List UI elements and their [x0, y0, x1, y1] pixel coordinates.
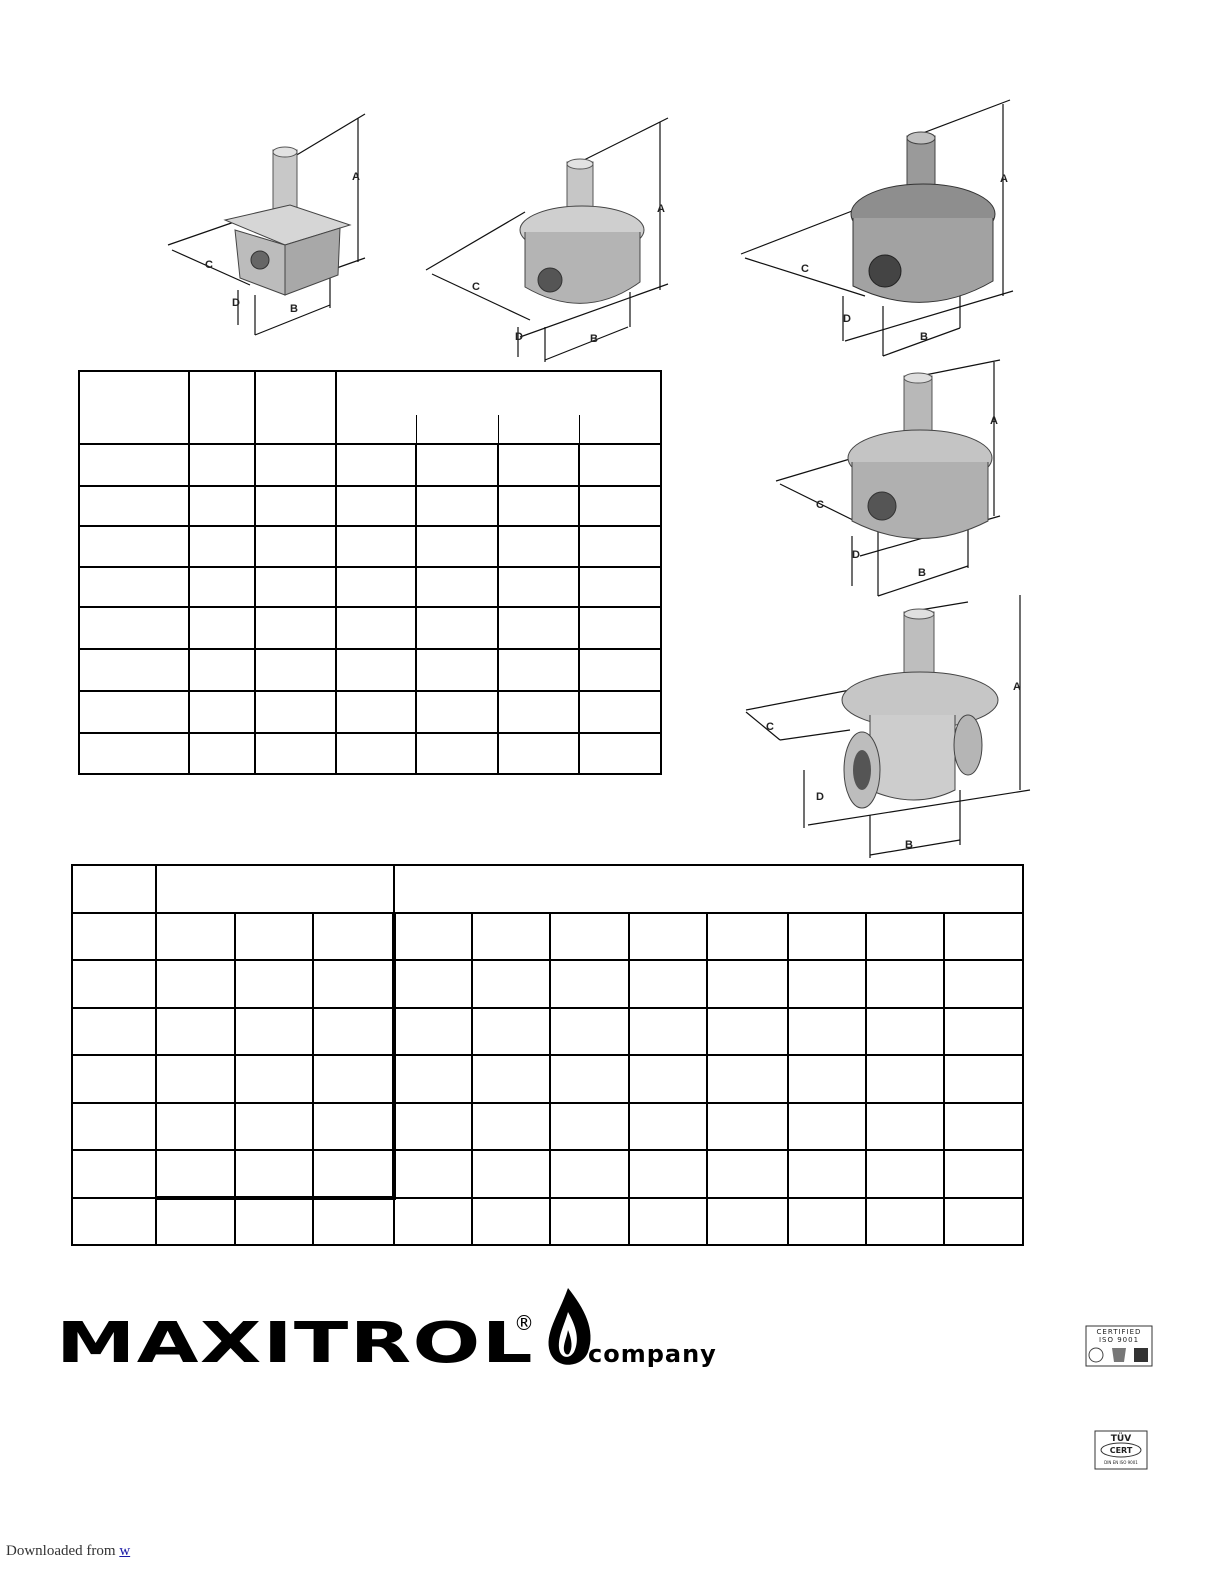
table-cell	[336, 649, 416, 691]
table-cell	[416, 607, 498, 649]
table-cell	[72, 1198, 156, 1245]
table-cell	[336, 567, 416, 607]
table-cell	[866, 1198, 944, 1245]
table-cell	[788, 1008, 866, 1055]
table-cell	[944, 1008, 1023, 1055]
dim-label-d: D	[515, 331, 523, 343]
table-cell	[707, 1198, 788, 1245]
dim-label-b: B	[905, 839, 913, 851]
dim-label-b: B	[920, 331, 928, 343]
table-cell	[189, 567, 255, 607]
table-cell	[189, 607, 255, 649]
dim-label-c: C	[472, 281, 480, 293]
tuv-badge-top: TÜV	[1110, 1434, 1132, 1444]
table-cell	[72, 1103, 156, 1150]
regulator-figure-3	[735, 96, 1035, 366]
table-cell	[944, 1055, 1023, 1103]
table-row	[72, 1198, 1023, 1245]
table-cell	[866, 1150, 944, 1198]
table-cell	[707, 1055, 788, 1103]
table-cell	[189, 733, 255, 774]
table-cell	[336, 607, 416, 649]
table-row	[72, 1150, 1023, 1198]
table-cell	[394, 1198, 472, 1245]
table-cell	[313, 1103, 394, 1150]
table-cell	[189, 649, 255, 691]
dim-label-a: A	[352, 171, 360, 183]
table-cell	[550, 960, 629, 1008]
table-cell	[189, 371, 255, 444]
download-footer	[6, 1543, 259, 1560]
table-row	[72, 1103, 1023, 1150]
table-cell	[394, 1008, 472, 1055]
maxitrol-logo	[56, 1286, 756, 1376]
table-cell	[866, 1055, 944, 1103]
table-cell	[235, 1103, 313, 1150]
tuv-badge-mid: CERT	[1109, 1446, 1133, 1455]
iso-badge-line-1: CERTIFIED	[1096, 1328, 1142, 1336]
subheader-divider	[498, 415, 499, 443]
table-row	[72, 1008, 1023, 1055]
dim-label-c: C	[766, 721, 774, 733]
table-cell	[788, 960, 866, 1008]
table-cell	[550, 913, 629, 960]
table-cell	[79, 567, 189, 607]
table-cell	[156, 1198, 235, 1245]
tuv-badge-bottom: DIN EN ISO 9001	[1104, 1460, 1138, 1465]
dim-label-d: D	[852, 549, 860, 561]
iso-9001-certified-badge	[1084, 1324, 1154, 1368]
table-row	[72, 960, 1023, 1008]
table-cell	[550, 1150, 629, 1198]
table-cell	[707, 1103, 788, 1150]
regulator-body	[225, 147, 350, 295]
table-row	[79, 607, 661, 649]
table-cell	[255, 371, 336, 444]
table-cell	[629, 1198, 707, 1245]
table-cell	[79, 486, 189, 526]
table-cell	[866, 1008, 944, 1055]
table-cell	[394, 1055, 472, 1103]
table-cell	[629, 1055, 707, 1103]
table-cell	[472, 913, 550, 960]
table-cell	[156, 1103, 235, 1150]
table-row	[79, 691, 661, 733]
table-cell	[472, 960, 550, 1008]
table-cell	[416, 486, 498, 526]
table-cell	[579, 444, 661, 486]
table-cell	[235, 1150, 313, 1198]
table-cell	[579, 733, 661, 774]
table-cell	[313, 1150, 394, 1198]
table-cell	[189, 444, 255, 486]
regulator-figure-2	[420, 112, 680, 372]
table-cell	[472, 1150, 550, 1198]
table-cell	[79, 691, 189, 733]
table-header-group-cell	[156, 865, 394, 913]
table-cell	[579, 486, 661, 526]
logo-company-text: company	[588, 1340, 717, 1368]
regulator-figure-1	[160, 110, 380, 340]
table-cell	[79, 733, 189, 774]
table-cell	[788, 1198, 866, 1245]
table-row	[79, 526, 661, 567]
table-cell	[416, 733, 498, 774]
table-cell	[255, 567, 336, 607]
table-cell	[313, 1008, 394, 1055]
table-cell	[498, 526, 579, 567]
regulator-body	[851, 132, 995, 302]
dim-label-a: A	[1000, 173, 1008, 185]
logo-brand-text: MAXITROL	[56, 1311, 534, 1376]
flag-icon	[1134, 1348, 1148, 1362]
table-cell	[336, 691, 416, 733]
dim-label-d: D	[843, 313, 851, 325]
table-cell	[498, 567, 579, 607]
table-cell	[189, 691, 255, 733]
regulator-body	[520, 159, 644, 303]
table-cell	[472, 1055, 550, 1103]
table-cell	[866, 913, 944, 960]
table-cell	[866, 1103, 944, 1150]
table-cell	[944, 1103, 1023, 1150]
flame-icon	[549, 1288, 591, 1365]
table-cell	[498, 733, 579, 774]
footer-link[interactable]: w	[119, 1543, 131, 1559]
subheader-divider	[416, 415, 417, 443]
table-cell	[255, 486, 336, 526]
table-cell	[255, 649, 336, 691]
dim-label-c: C	[801, 263, 809, 275]
table-cell	[416, 649, 498, 691]
table-cell	[416, 526, 498, 567]
regulator-figure-5	[740, 590, 1040, 865]
table-cell	[394, 913, 472, 960]
table-cell	[498, 486, 579, 526]
table-cell	[498, 607, 579, 649]
table-cell	[336, 526, 416, 567]
table-cell	[313, 913, 394, 960]
table-cell	[788, 913, 866, 960]
table-cell	[235, 1198, 313, 1245]
table-cell	[629, 913, 707, 960]
dim-label-d: D	[232, 297, 240, 309]
table-header-row	[79, 371, 661, 444]
table-cell	[255, 691, 336, 733]
table-cell	[629, 1103, 707, 1150]
table-cell	[788, 1150, 866, 1198]
table-cell	[313, 960, 394, 1008]
table-cell	[498, 444, 579, 486]
table-cell	[72, 1055, 156, 1103]
table-cell	[788, 1103, 866, 1150]
table-cell	[788, 1055, 866, 1103]
table-cell	[156, 1008, 235, 1055]
table-cell	[629, 1008, 707, 1055]
table-row	[72, 1055, 1023, 1103]
table-header-row	[72, 865, 1023, 913]
table-cell	[189, 526, 255, 567]
table-cell	[156, 960, 235, 1008]
dim-label-b: B	[290, 303, 298, 315]
table-cell	[707, 1008, 788, 1055]
table-cell	[235, 1008, 313, 1055]
dim-label-a: A	[1013, 681, 1021, 693]
table-cell	[79, 649, 189, 691]
table-cell	[579, 691, 661, 733]
table-cell	[235, 913, 313, 960]
table-cell	[579, 607, 661, 649]
table-cell	[498, 691, 579, 733]
dim-label-c: C	[205, 259, 213, 271]
table-cell	[416, 567, 498, 607]
table-cell	[72, 960, 156, 1008]
table-cell	[72, 913, 156, 960]
table-cell	[394, 960, 472, 1008]
table-cell	[550, 1008, 629, 1055]
dim-label-c: C	[816, 499, 824, 511]
table-cell	[629, 960, 707, 1008]
table-cell	[550, 1103, 629, 1150]
table-cell	[156, 1055, 235, 1103]
table-cell	[79, 607, 189, 649]
table-cell	[550, 1198, 629, 1245]
specification-table-2	[71, 864, 1024, 1246]
table-cell	[189, 486, 255, 526]
table-cell	[72, 865, 156, 913]
table-row	[79, 649, 661, 691]
table-cell	[255, 607, 336, 649]
table-cell	[79, 371, 189, 444]
table-cell	[866, 960, 944, 1008]
table-cell	[156, 913, 235, 960]
table-cell	[629, 1150, 707, 1198]
logo-registered-mark: ®	[514, 1311, 534, 1335]
table-cell	[707, 913, 788, 960]
table-cell	[472, 1198, 550, 1245]
table-row	[79, 444, 661, 486]
regulator-body	[848, 373, 992, 539]
dim-label-d: D	[816, 791, 824, 803]
table-cell	[72, 1008, 156, 1055]
regulator-figure-4	[770, 356, 1020, 606]
table-cell	[79, 526, 189, 567]
dim-label-b: B	[918, 567, 926, 579]
table-row	[79, 486, 661, 526]
table-row	[79, 733, 661, 774]
table-cell	[394, 1103, 472, 1150]
subheader-divider	[579, 415, 580, 443]
table-cell	[313, 1198, 394, 1245]
iso-badge-line-2: ISO 9001	[1098, 1336, 1140, 1344]
table-cell	[79, 444, 189, 486]
crest-icon	[1112, 1348, 1126, 1362]
tuv-cert-badge	[1094, 1430, 1148, 1470]
dim-label-a: A	[657, 203, 665, 215]
table-cell	[944, 1150, 1023, 1198]
table-cell	[156, 1150, 235, 1198]
table-cell	[255, 733, 336, 774]
table-cell	[394, 1150, 472, 1198]
table-cell	[579, 567, 661, 607]
dim-label-a: A	[990, 415, 998, 427]
table-cell	[72, 1150, 156, 1198]
table-cell	[416, 444, 498, 486]
dim-label-b: B	[590, 333, 598, 345]
table-cell	[498, 649, 579, 691]
table-cell	[313, 1055, 394, 1103]
footer-text: Downloaded from	[6, 1543, 120, 1559]
table-cell	[255, 526, 336, 567]
regulator-body	[842, 609, 998, 808]
specification-table-1	[78, 370, 662, 775]
table-cell	[579, 526, 661, 567]
table-row	[79, 567, 661, 607]
table-cell	[235, 1055, 313, 1103]
table-cell	[579, 649, 661, 691]
table-cell	[944, 1198, 1023, 1245]
table-cell	[472, 1008, 550, 1055]
table-cell	[336, 486, 416, 526]
table-row	[72, 913, 1023, 960]
table-cell	[707, 960, 788, 1008]
table-cell	[944, 913, 1023, 960]
table-cell	[255, 444, 336, 486]
table-header-group-cell	[336, 371, 661, 444]
table-cell	[707, 1150, 788, 1198]
table-cell	[944, 960, 1023, 1008]
table-cell	[550, 1055, 629, 1103]
table-cell	[472, 1103, 550, 1150]
table-cell	[336, 444, 416, 486]
table-header-group-cell	[394, 865, 1023, 913]
table-cell	[235, 960, 313, 1008]
table-cell	[416, 691, 498, 733]
table-cell	[336, 733, 416, 774]
